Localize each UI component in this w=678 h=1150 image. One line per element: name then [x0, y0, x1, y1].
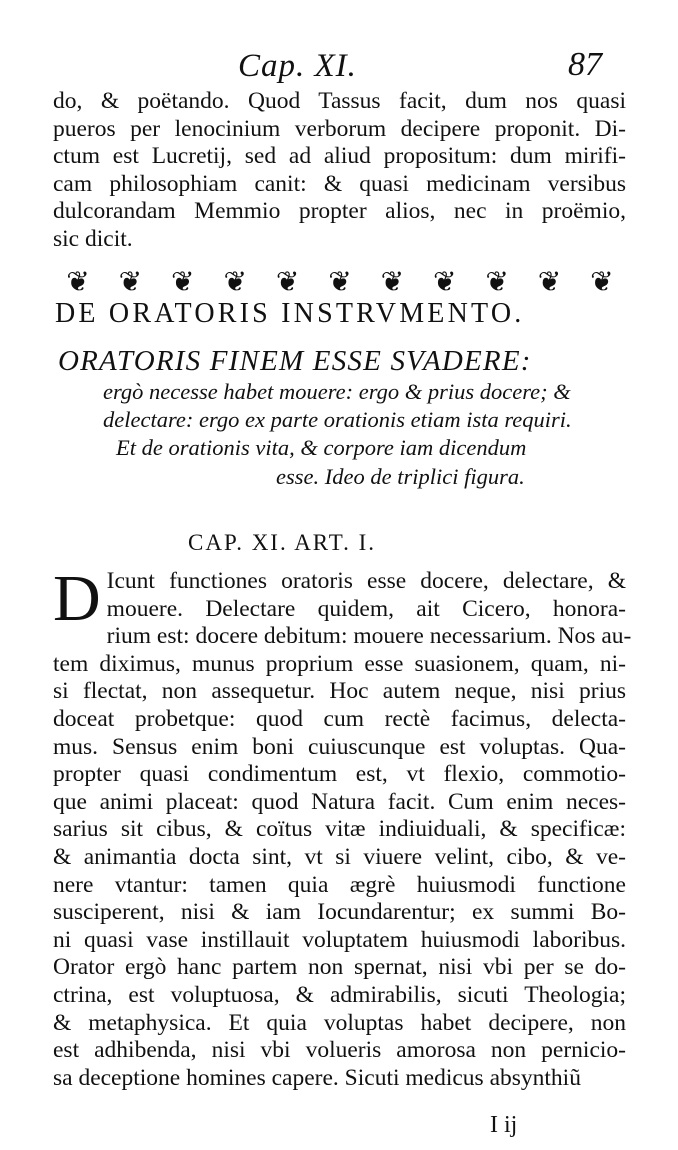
fleuron-icon: ❦	[66, 267, 90, 298]
fleuron-icon: ❦	[590, 267, 614, 298]
fleuron-icon: ❦	[275, 267, 300, 298]
text-line: doceat probetque: quod cum rectè facimus, delecta-	[53, 705, 626, 732]
text-line: ni quasi vase instillauit voluptatem huiusmodi laboribus.	[53, 926, 626, 953]
fleuron-icon: ❦	[328, 267, 352, 298]
fleuron-icon: ❦	[223, 267, 247, 298]
body-paragraph	[53, 562, 632, 1092]
fleuron-icon: ❦	[380, 267, 405, 298]
ornament-band	[55, 263, 625, 301]
running-head	[0, 48, 678, 88]
fleuron-icon: ❦	[433, 267, 457, 298]
text-line: susciperent, nisi & iam Iocundarentur; ex summi Bo-	[53, 899, 626, 926]
section-title: DE ORATORIS INSTRVMENTO.	[55, 298, 525, 329]
text-line: est adhibenda, nisi vbi volueris amorosa non pernicio-	[53, 1037, 626, 1064]
text-line: & metaphysica. Et quia voluptas habet decipere, non	[53, 1009, 626, 1036]
text-line: sic dicit.	[53, 225, 133, 252]
text-line: tem diximus, munus proprium esse suasionem, quam, ni-	[53, 650, 626, 677]
carryover-paragraph	[53, 88, 626, 254]
text-line: ctum est Lucretij, sed ad aliud propositum: dum mirifi-	[53, 143, 626, 170]
summary-line: ergò necesse habet mouere: ergo & prius docere; &	[103, 379, 571, 404]
text-line: pueros per lenocinium verborum decipere proponit. Di-	[53, 115, 626, 142]
summary-heading: ORATORIS FINEM ESSE SVADERE:	[58, 345, 532, 377]
text-line: rium est: docere debitum: mouere necessarium. Nos au-	[106, 623, 632, 650]
text-line: ctrina, est voluptuosa, & admirabilis, sicuti Theologia;	[53, 981, 626, 1008]
signature-mark: I ij	[490, 1112, 518, 1138]
text-line: si flectat, non assequetur. Hoc autem neque, nisi prius	[53, 678, 626, 705]
text-line: dulcorandam Memmio propter alios, nec in proëmio,	[53, 198, 626, 225]
text-line: que animi placeat: quod Natura facit. Cum enim neces-	[53, 788, 626, 815]
fleuron-icon: ❦	[485, 267, 509, 298]
chapter-article-heading: CAP. XI. ART. I.	[188, 530, 377, 555]
running-head-title: Cap. XI.	[238, 48, 357, 84]
text-line: mus. Sensus enim boni cuiuscunque est voluptas. Qua-	[53, 733, 626, 760]
text-line: sa deceptione homines capere. Sicuti medicus absynthiũ	[53, 1064, 581, 1091]
text-line: Orator ergò hanc partem non spernat, nisi vbi per se do-	[53, 954, 626, 981]
text-line: propter quasi condimentum est, vt flexio, commotio-	[53, 761, 626, 788]
fleuron-icon: ❦	[537, 267, 562, 298]
text-line: nere vtantur: tamen quia ægrè huiusmodi functione	[53, 871, 626, 898]
fleuron-icon: ❦	[118, 267, 143, 298]
chapter-summary	[58, 344, 628, 491]
summary-line: Et de orationis vita, & corpore iam dicendum	[116, 435, 527, 461]
fleuron-icon: ❦	[171, 267, 195, 298]
drop-cap: D	[53, 562, 101, 635]
text-line: & animantia docta sint, vt si viuere velint, cibo, & ve-	[53, 843, 626, 870]
text-line: do, & poëtando. Quod Tassus facit, dum nos quasi	[53, 88, 626, 114]
page-number: 87	[568, 46, 602, 83]
text-line: Icunt functiones oratoris esse docere, delectare, &	[106, 568, 626, 594]
text-line: mouere. Delectare quidem, ait Cicero, honora-	[106, 595, 626, 622]
summary-line: esse. Ideo de triplici figura.	[276, 463, 525, 489]
text-line: cam philosophiam canit: & quasi medicinam versibus	[53, 170, 626, 197]
text-line: sarius sit cibus, & coïtus vitæ indiuiduali, & specificæ:	[53, 816, 626, 843]
summary-line: delectare: ergo ex parte orationis etiam ista requiri.	[103, 407, 572, 433]
